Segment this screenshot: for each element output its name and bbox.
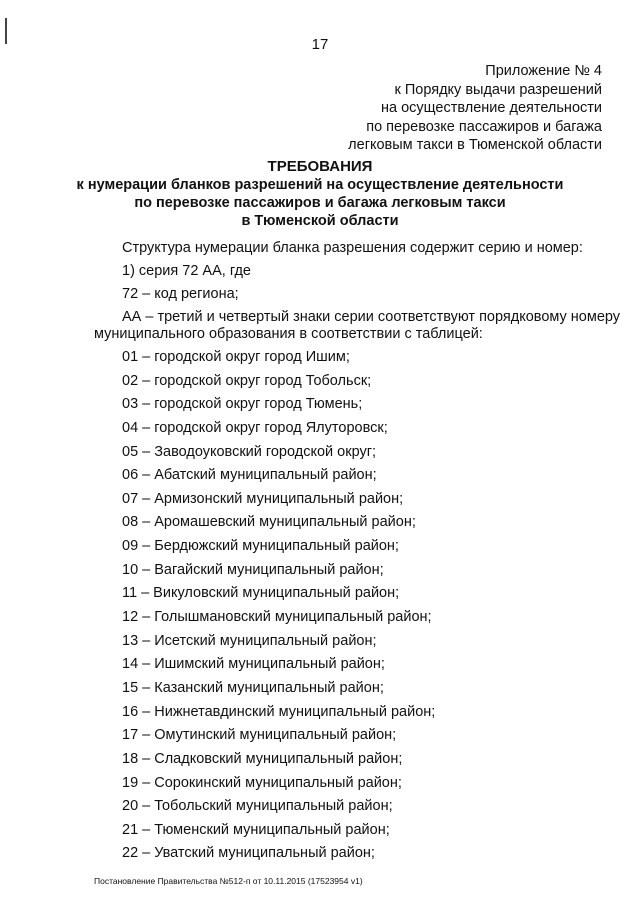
appendix-line: к Порядку выдачи разрешений (394, 81, 602, 98)
municipality-list (94, 349, 614, 862)
intro-paragraph: Структура нумерации бланка разрешения содержит серию и номер: (122, 240, 583, 256)
list-item: 07 – Армизонский муниципальный район; (122, 490, 404, 507)
list-item: 19 – Сорокинский муниципальный район; (122, 774, 402, 791)
list-item: 08 – Аромашевский муниципальный район; (122, 514, 416, 531)
list-item: 02 – городской округ город Тобольск; (122, 372, 372, 389)
list-item: 06 – Абатский муниципальный район; (122, 467, 377, 484)
list-item: 11 – Викуловский муниципальный район; (122, 585, 400, 602)
subtitle-line: по перевозке пассажиров и багажа легковым такси (134, 195, 506, 211)
list-item: 20 – Тобольский муниципальный район; (122, 798, 393, 815)
list-item: 10 – Вагайский муниципальный район; (122, 561, 384, 578)
document-subtitle (0, 176, 640, 230)
page-number: 17 (311, 36, 329, 53)
list-item: 14 – Ишимский муниципальный район; (122, 656, 385, 673)
aa-paragraph-line-2: муниципального образования в соответствии с таблицей: (94, 326, 483, 342)
list-item: 16 – Нижнетавдинский муниципальный район; (122, 703, 436, 720)
list-item: 01 – городской округ город Ишим; (122, 349, 350, 365)
list-item: 15 – Казанский муниципальный район; (122, 679, 384, 696)
appendix-line: Приложение № 4 (485, 63, 602, 79)
list-item: 09 – Бердюжский муниципальный район; (122, 538, 399, 555)
list-item: 22 – Уватский муниципальный район; (122, 845, 375, 862)
list-item: 03 – городской округ город Тюмень; (122, 396, 363, 413)
appendix-header (348, 62, 602, 155)
list-item: 12 – Голышмановский муниципальный район; (122, 609, 432, 626)
series-paragraph: 1) серия 72 АА, где (122, 263, 251, 279)
appendix-line: легковым такси в Тюменской области (348, 137, 602, 153)
document-title: ТРЕБОВАНИЯ (267, 158, 373, 175)
footer-reference: Постановление Правительства №512-п от 10.11.2015 (17523954 v1) (94, 876, 363, 886)
list-item: 04 – городской округ город Ялуторовск; (122, 419, 388, 436)
region-paragraph: 72 – код региона; (122, 286, 239, 302)
list-item: 05 – Заводоуковский городской округ; (122, 443, 377, 460)
subtitle-line: в Тюменской области (241, 213, 399, 229)
document-body (94, 240, 621, 869)
list-item: 17 – Омутинский муниципальный район; (122, 727, 397, 744)
aa-paragraph (94, 309, 621, 343)
subtitle-line: к нумерации бланков разрешений на осуществление деятельности (76, 177, 564, 193)
list-item: 21 – Тюменский муниципальный район; (122, 821, 390, 838)
aa-paragraph-line-1: АА – третий и четвертый знаки серии соответствуют порядковому номеру (122, 309, 621, 325)
list-item: 18 – Сладковский муниципальный район; (122, 750, 403, 767)
appendix-line: по перевозке пассажиров и багажа (366, 118, 602, 135)
appendix-line: на осуществление деятельности (381, 100, 602, 116)
list-item: 13 – Исетский муниципальный район; (122, 632, 377, 649)
